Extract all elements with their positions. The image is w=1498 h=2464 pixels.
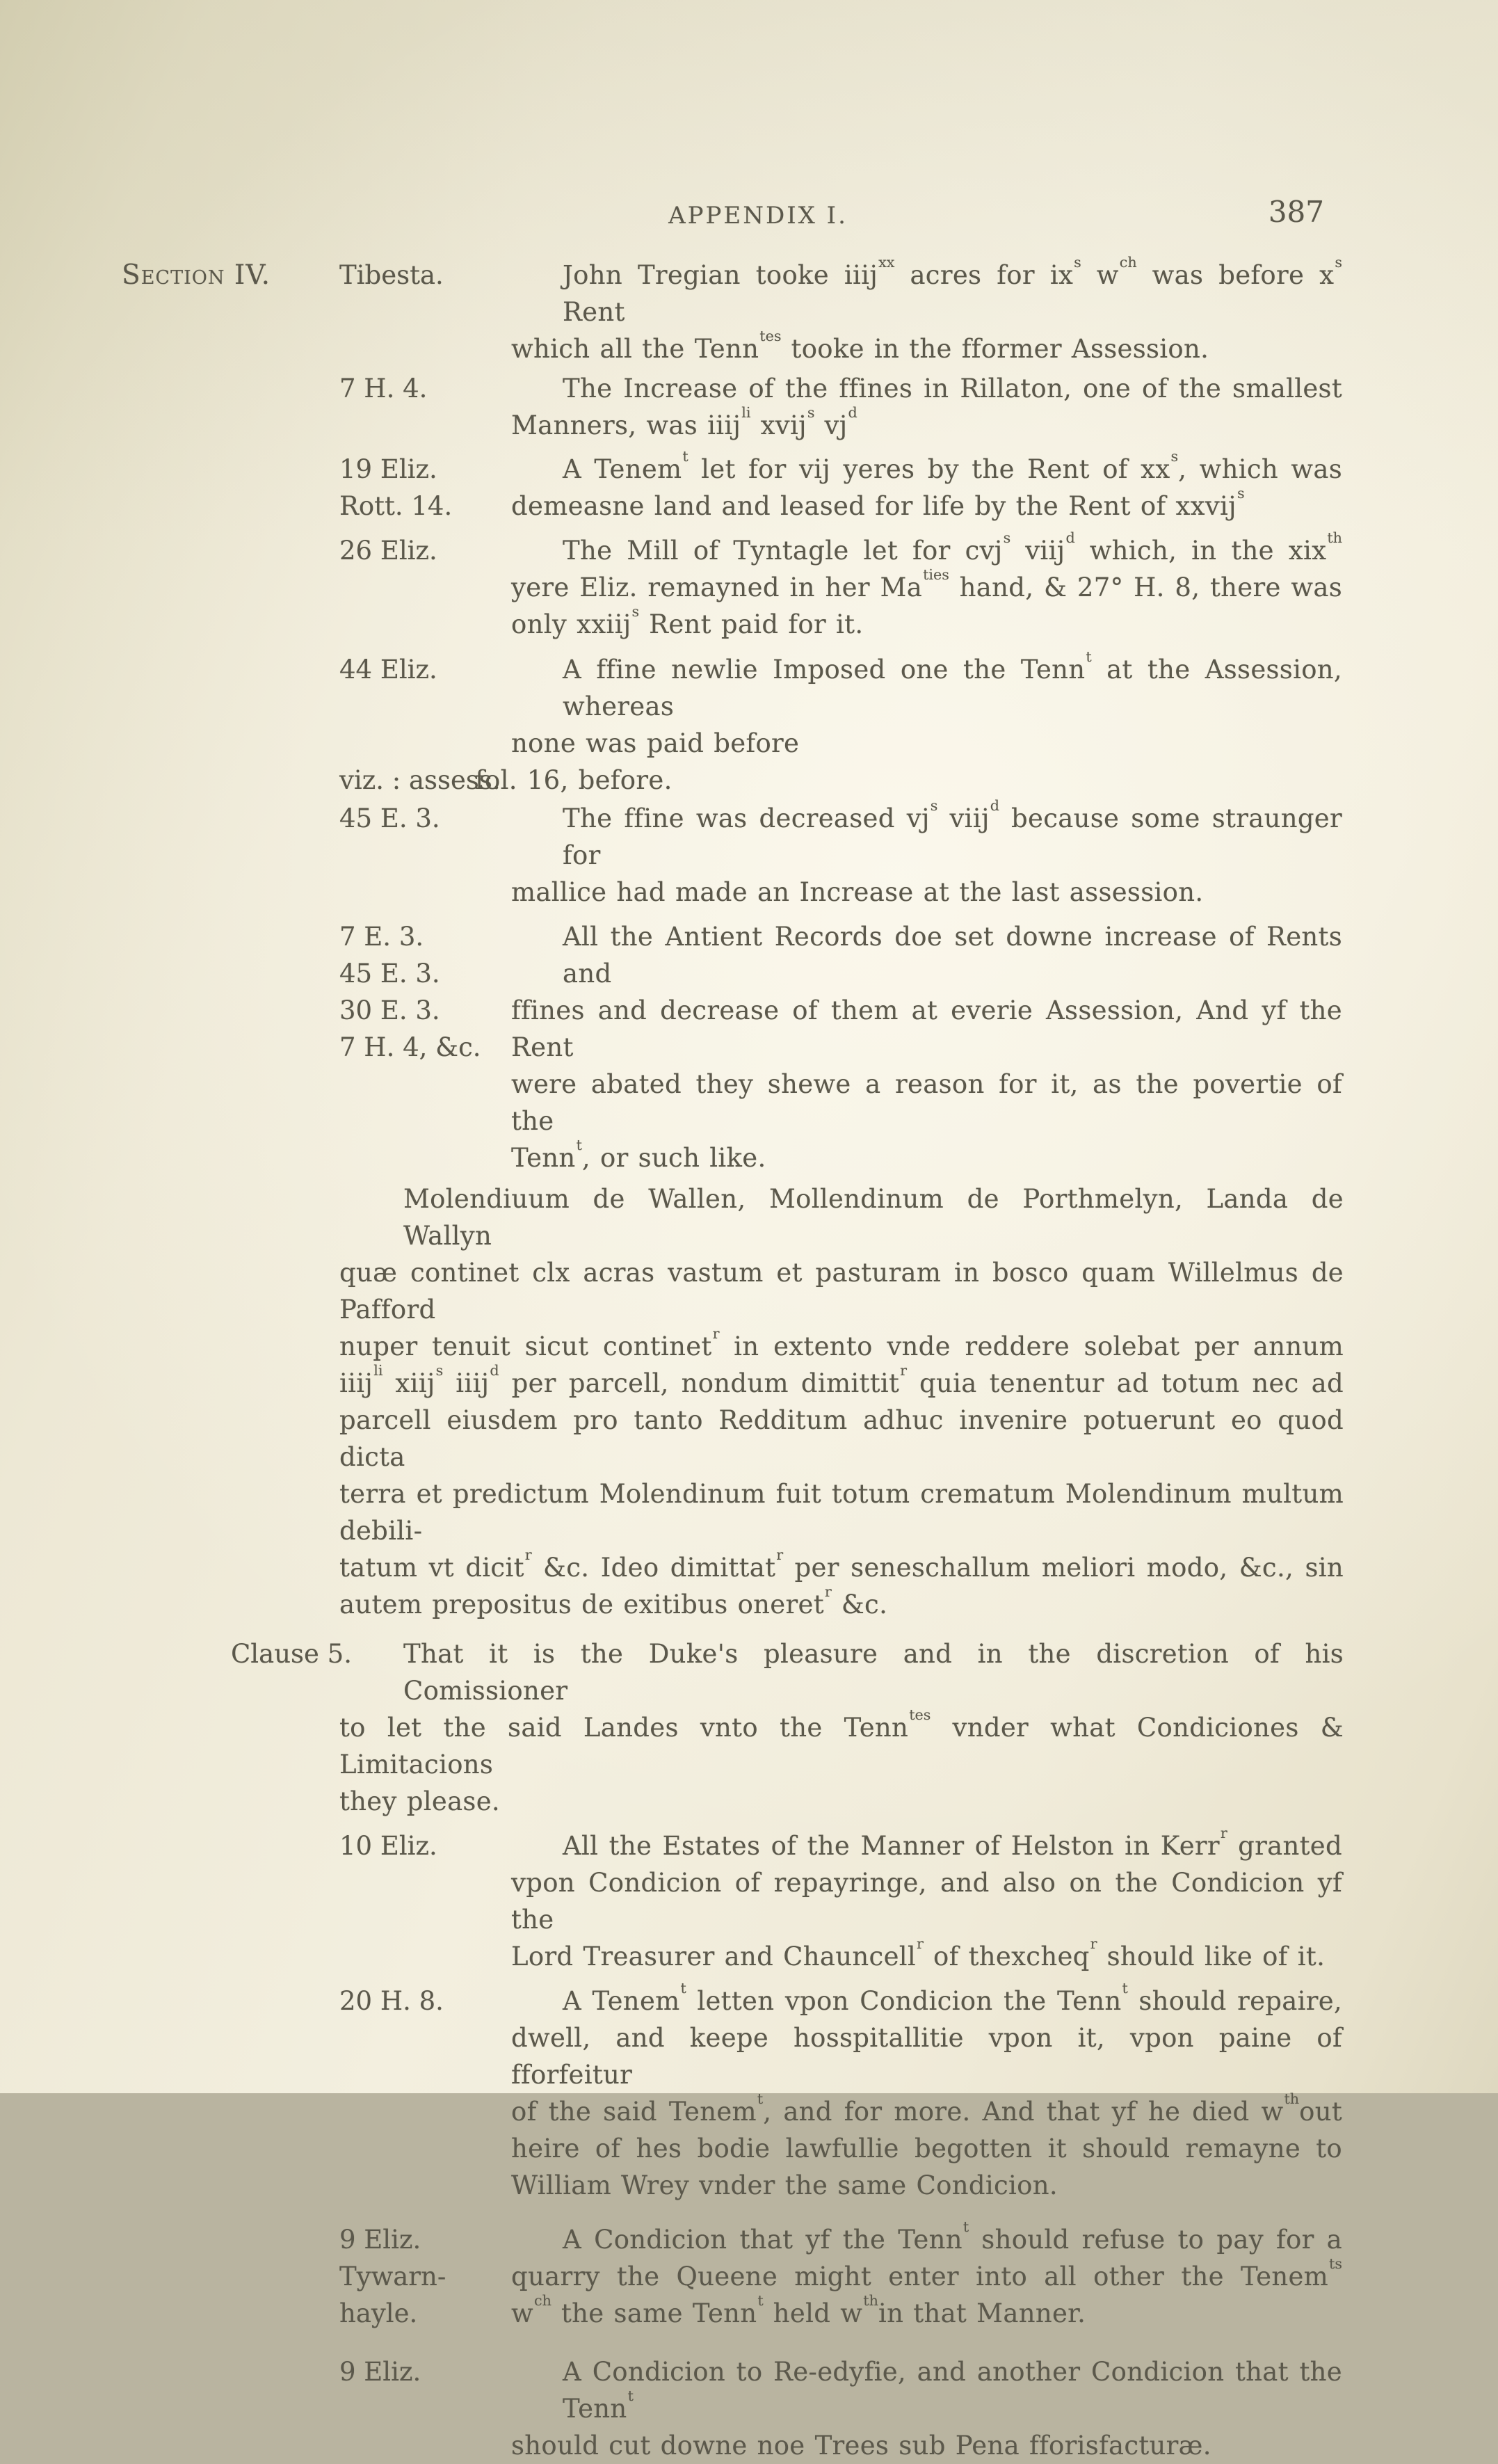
superscript: li xyxy=(373,1362,383,1379)
body-line: only xxiij$^s$ Rent paid for it. xyxy=(511,603,864,639)
body-line: Tenn$^t$, or such like. xyxy=(511,1137,766,1173)
latin-line: parcell eiusdem pro tanto Redditum adhuc invenire potuerunt eo quod dicta xyxy=(339,1405,1344,1472)
running-title: APPENDIX I. xyxy=(668,202,848,230)
body-line: All the Estates of the Manner of Helston in Kerr$^r$ granted xyxy=(563,1825,1342,1861)
entry-body xyxy=(511,2353,1342,2464)
superscript: s xyxy=(930,797,938,815)
body-line: mallice had made an Increase at the last assession. xyxy=(511,877,1204,907)
clause-label: Clause 5. xyxy=(231,1639,352,1669)
superscript: s xyxy=(1170,448,1179,465)
latin-paragraph xyxy=(339,1181,1344,1623)
body-line: quarry the Queene might enter into all other the Tenem$^{ts}$ xyxy=(511,2255,1342,2291)
clause-line: they please. xyxy=(339,1786,500,1816)
margin-notes-column xyxy=(339,2353,511,2464)
margin-note: 7 H. 4. xyxy=(339,374,428,403)
body-line: were abated they shewe a reason for it, as the povertie of the xyxy=(511,1069,1342,1136)
superscript: s xyxy=(631,603,640,621)
latin-line: quæ continet clx acras vastum et pasturam in bosco quam Willelmus de Pafford xyxy=(339,1258,1344,1325)
margin-notes-column xyxy=(339,532,511,643)
superscript: t xyxy=(680,1980,686,1997)
body-line: John Tregian tooke iiij$^{xx}$ acres for $ix^s$ $w^{ch}$ was before $x^s$ Rent xyxy=(563,254,1342,327)
margin-notes-column xyxy=(339,370,511,444)
section-label: Section IV. xyxy=(122,259,271,291)
body-line: ffines and decrease of them at everie Assession, And yf the Rent xyxy=(511,995,1342,1062)
margin-note: Rott. 14. xyxy=(339,491,453,521)
margin-note: 45 E. 3. xyxy=(339,803,440,833)
page-number: 387 xyxy=(1268,195,1324,229)
body-line: fol. 16, before. xyxy=(475,765,673,795)
margin-entry xyxy=(339,2218,1344,2332)
margin-note: 7 E. 3. xyxy=(339,922,424,952)
superscript: r xyxy=(900,1362,908,1379)
superscript: t xyxy=(1122,1980,1128,1997)
body-line: The Increase of the ffines in Rillaton, one of the smallest xyxy=(563,374,1342,403)
superscript: ch xyxy=(533,2292,551,2310)
body-line: A Tenem$^t$ let for vij yeres by the Rent of $xx^s$, which was xyxy=(563,448,1342,484)
latin-line: tatum vt dicit$^r$ &c. Ideo dimittat$^r$ per seneschallum meliori modo, &c., sin xyxy=(339,1546,1344,1583)
entry-body xyxy=(511,1980,1342,2204)
margin-entry xyxy=(339,448,1344,525)
margin-notes-column xyxy=(339,918,511,1176)
entry-body xyxy=(511,918,1342,1176)
body-line: which all the Tenn$^{tes}$ tooke in the fformer Assession. xyxy=(511,328,1209,364)
margin-note: Tywarn- xyxy=(339,2262,446,2291)
margin-note: 9 Eliz. xyxy=(339,2357,421,2387)
superscript: t xyxy=(576,1137,582,1154)
body-line: $w^{ch}$ the same Tenn$^t$ held $w^{th}in$ that Manner. xyxy=(511,2292,1086,2328)
clause-paragraph xyxy=(231,1635,1344,1820)
body-line: The Mill of Tyntagle let for cvj$^s$ viij$^d$ which, in the xix$^{th}$ xyxy=(563,529,1342,566)
margin-note: 45 E. 3. xyxy=(339,959,440,989)
latin-line: nuper tenuit sicut continet$^r$ in extento vnde reddere solebat per annum xyxy=(339,1325,1344,1361)
superscript: tes xyxy=(909,1706,931,1724)
superscript: s xyxy=(435,1362,444,1379)
margin-note: 10 Eliz. xyxy=(339,1831,437,1861)
entry-body xyxy=(511,1827,1342,1975)
margin-entry xyxy=(339,762,1344,799)
superscript: ch xyxy=(1119,254,1137,271)
body-line: Manners, was iiij$^{li}$ xvij$^s$ $vj^d$ xyxy=(511,404,857,440)
margin-entry xyxy=(339,1827,1344,1975)
margin-note: hayle. xyxy=(339,2298,418,2328)
body-line: A Condicion to Re-edyfie, and another Condicion that the Tenn$^t$ xyxy=(563,2357,1342,2424)
margin-notes-column xyxy=(339,1827,511,1975)
superscript: s xyxy=(1335,254,1342,271)
superscript: t xyxy=(757,2090,764,2108)
margin-entry xyxy=(339,1980,1344,2204)
entry-body xyxy=(511,370,1342,444)
superscript: th xyxy=(1327,529,1342,547)
margin-notes-column xyxy=(339,651,511,762)
superscript: t xyxy=(757,2292,764,2310)
superscript: r xyxy=(712,1325,720,1343)
superscript: t xyxy=(682,448,688,465)
margin-note: 44 Eliz. xyxy=(339,655,437,685)
superscript: s xyxy=(807,404,815,422)
body-line: Lord Treasurer and Chauncell$^r$ of thexcheq$^r$ should like of it. xyxy=(511,1935,1326,1971)
entry-body xyxy=(475,762,1342,799)
superscript: r xyxy=(524,1546,532,1564)
margin-note: 30 E. 3. xyxy=(339,995,440,1025)
entry-body xyxy=(511,254,1342,367)
latin-line: iiij$^{li}$ xiij$^s$ iiij$^d$ per parcell, nondum dimittit$^r$ quia tenentur ad totum nec ad xyxy=(339,1362,1344,1398)
margin-note: 26 Eliz. xyxy=(339,536,437,566)
body-line: A Tenem$^t$ letten vpon Condicion the Tenn$^t$ should repaire, xyxy=(563,1980,1342,2016)
margin-notes-column xyxy=(339,1983,511,2204)
margin-entry xyxy=(339,529,1344,643)
body-line: heire of hes bodie lawfullie begotten it should remayne to xyxy=(511,2134,1342,2163)
superscript: t xyxy=(627,2387,634,2405)
margin-entry xyxy=(339,797,1344,911)
margin-notes-column xyxy=(339,800,511,911)
body-line: demeasne land and leased for life by the Rent of xxvij$^s$ xyxy=(511,485,1245,521)
latin-line: terra et predictum Molendinum fuit totum crematum Molendinum multum debili- xyxy=(339,1479,1344,1546)
entry-body xyxy=(511,2218,1343,2332)
superscript: d xyxy=(848,404,857,422)
margin-note: 19 Eliz. xyxy=(339,454,437,484)
body-line: The ffine was decreased $vj^s$ viij$^d$ because some straunger for xyxy=(563,797,1342,870)
body-line: vpon Condicion of repayringe, and also on the Condicion yf the xyxy=(511,1868,1342,1935)
page-content xyxy=(231,254,1344,2464)
page-header xyxy=(0,195,1498,234)
superscript: th xyxy=(863,2292,878,2310)
body-line: none was paid before xyxy=(511,728,800,758)
superscript: tes xyxy=(759,328,782,345)
entry-body xyxy=(511,797,1342,911)
body-line: A ffine newlie Imposed one the Tenn$^t$ at the Assession, whereas xyxy=(563,648,1342,721)
superscript: r xyxy=(1220,1825,1227,1842)
margin-note: 20 H. 8. xyxy=(339,1986,444,2016)
margin-entry xyxy=(339,648,1344,762)
margin-note: Tibesta. xyxy=(339,260,444,290)
superscript: d xyxy=(990,797,999,815)
superscript: r xyxy=(824,1583,832,1601)
body-line: A Condicion that yf the Tenn$^t$ should refuse to pay for a xyxy=(563,2218,1343,2255)
entry-body xyxy=(511,448,1342,525)
margin-entry xyxy=(339,918,1344,1176)
superscript: t xyxy=(1086,648,1092,666)
superscript: t xyxy=(963,2218,969,2236)
superscript: li xyxy=(741,404,751,422)
body-line: William Wrey vnder the same Condicion. xyxy=(511,2170,1058,2200)
body-line: yere Eliz. remayned in her $Ma^{ties}$ hand, & 27° H. 8, there was xyxy=(511,566,1342,602)
margin-note: 9 Eliz. xyxy=(339,2225,421,2255)
latin-line: Molendiuum de Wallen, Mollendinum de Porthmelyn, Landa de Wallyn xyxy=(403,1184,1344,1251)
superscript: s xyxy=(1237,485,1245,502)
entry-body xyxy=(511,529,1342,643)
superscript: s xyxy=(1074,254,1081,271)
superscript: xx xyxy=(878,254,895,271)
superscript: r xyxy=(776,1546,784,1564)
margin-entry xyxy=(339,2353,1344,2464)
entry-body xyxy=(511,648,1342,762)
body-line: should cut downe noe Trees sub Pena fforisfacturæ. xyxy=(511,2431,1211,2461)
superscript: th xyxy=(1284,2090,1300,2108)
margin-notes-column xyxy=(339,451,511,525)
superscript: r xyxy=(917,1935,924,1953)
clause-line: That it is the Duke's pleasure and in the discretion of his Comissioner xyxy=(403,1639,1344,1706)
body-line: All the Antient Records doe set downe increase of Rents and xyxy=(563,922,1342,989)
margin-entry xyxy=(339,370,1344,444)
body-line: dwell, and keepe hosspitallitie vpon it, vpon paine of fforfeitur xyxy=(511,2023,1342,2090)
superscript: r xyxy=(1090,1935,1097,1953)
margin-note: viz. : assess. xyxy=(339,765,501,795)
superscript: ties xyxy=(923,566,949,584)
margin-notes-column xyxy=(339,257,511,367)
margin-note: 7 H. 4, &c. xyxy=(339,1032,481,1062)
clause-line: to let the said Landes vnto the Tenn$^{tes}$ vnder what Condiciones & Limitacions xyxy=(339,1706,1344,1779)
latin-line: autem prepositus de exitibus oneret$^r$ &c. xyxy=(339,1583,888,1619)
superscript: s xyxy=(1003,529,1011,547)
superscript: d xyxy=(1065,529,1075,547)
body-line: of the said Tenem$^t$, and for more. And that yf he died $w^{th}out$ xyxy=(511,2090,1342,2127)
margin-notes-column xyxy=(339,2221,511,2332)
superscript: d xyxy=(490,1362,499,1379)
superscript: ts xyxy=(1329,2255,1342,2273)
margin-entry xyxy=(339,254,1344,367)
